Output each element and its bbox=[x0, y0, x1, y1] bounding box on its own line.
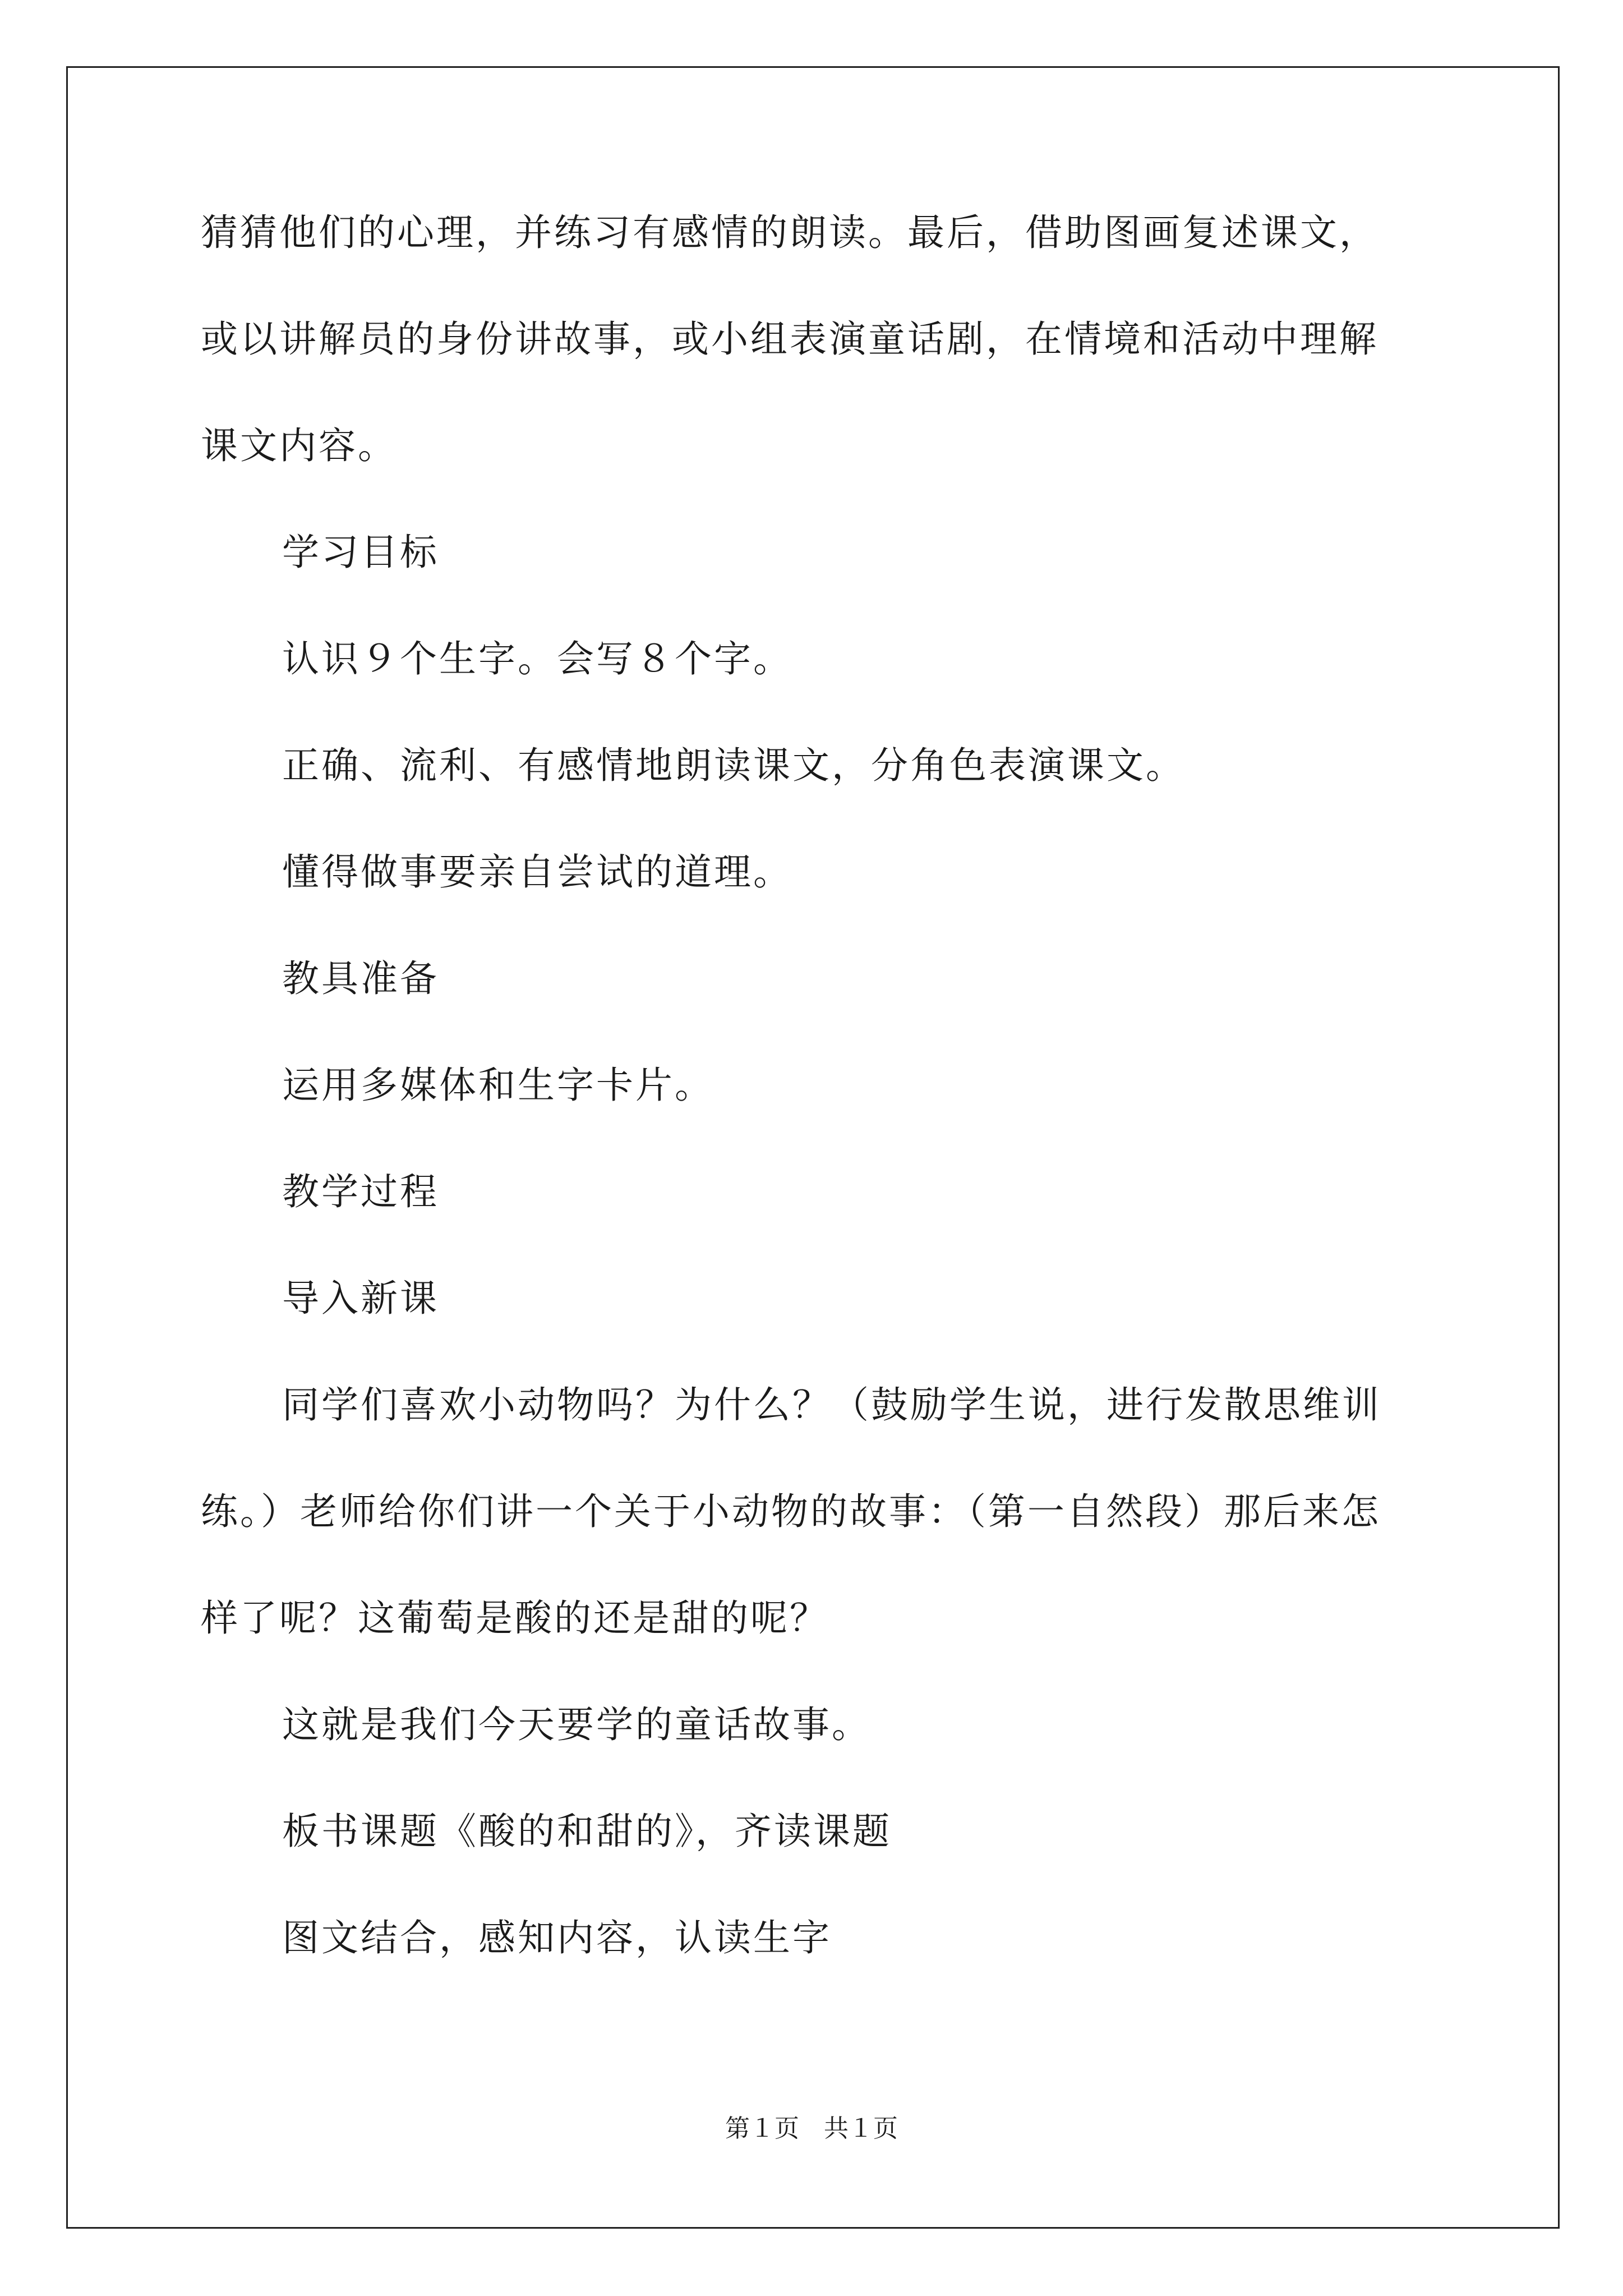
paragraph-line: 正确、流利、有感情地朗读课文，分角色表演课文。 bbox=[282, 744, 1185, 787]
paragraph-line: 样了呢？这葡萄是酸的还是甜的呢？ bbox=[201, 1596, 829, 1640]
paragraph-line: 这就是我们今天要学的童话故事。 bbox=[282, 1703, 871, 1746]
page-footer: 第１页 共１页 bbox=[725, 2114, 898, 2143]
page-border bbox=[66, 66, 1560, 2229]
section-heading: 教具准备 bbox=[282, 957, 439, 1000]
paragraph-line: 图文结合，感知内容，认读生字 bbox=[282, 1916, 832, 1959]
paragraph-line: 同学们喜欢小动物吗？为什么？（鼓励学生说，进行发散思维训 bbox=[282, 1383, 1381, 1427]
paragraph-line: 运用多媒体和生字卡片。 bbox=[282, 1064, 714, 1107]
section-heading: 学习目标 bbox=[282, 531, 439, 574]
section-heading: 教学过程 bbox=[282, 1170, 439, 1213]
paragraph-line: 猜猜他们的心理，并练习有感情的朗读。最后，借助图画复述课文， bbox=[201, 211, 1378, 254]
paragraph-line: 懂得做事要亲自尝试的道理。 bbox=[282, 850, 792, 894]
paragraph-line: 练。）老师给你们讲一个关于小动物的故事：（第一自然段）那后来怎 bbox=[201, 1490, 1381, 1533]
paragraph-line: 或以讲解员的身份讲故事，或小组表演童话剧，在情境和活动中理解 bbox=[201, 318, 1378, 361]
paragraph-line: 板书课题《酸的和甜的》，齐读课题 bbox=[282, 1810, 892, 1853]
paragraph-line: 认识９个生字。会写８个字。 bbox=[282, 637, 792, 680]
section-heading: 导入新课 bbox=[282, 1277, 439, 1320]
paragraph-line: 课文内容。 bbox=[201, 424, 397, 467]
